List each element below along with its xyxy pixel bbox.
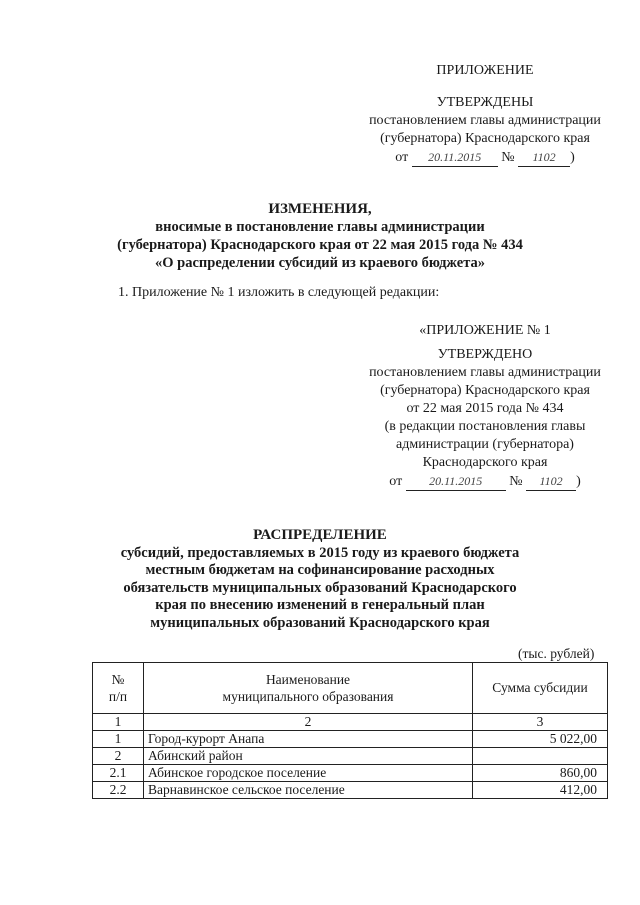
row-name: Абинский район (144, 748, 473, 765)
approval2-line-2: (губернатора) Краснодарского края (380, 383, 590, 398)
column-number: 2 (144, 714, 473, 731)
row-name: Город-курорт Анапа (144, 731, 473, 748)
distribution-line-1: субсидий, предоставляемых в 2015 году из краевого бюджета (120, 544, 520, 561)
approval2-line-3: от 22 мая 2015 года № 434 (406, 401, 564, 416)
handwritten-date-2: 20.11.2015 (406, 472, 506, 491)
changes-line-1: вносимые в постановление главы администрации (155, 219, 485, 235)
table-row (93, 765, 608, 782)
approval-line-2: (губернатора) Краснодарского края (380, 131, 590, 146)
appendix-label: ПРИЛОЖЕНИЕ (436, 63, 534, 78)
changes-line-2: (губернатора) Краснодарского края от 22 мая 2015 года № 434 (117, 237, 523, 253)
row-num: 2.1 (93, 765, 144, 782)
handwritten-date: 20.11.2015 (412, 148, 498, 167)
distribution-line-2: местным бюджетам на софинансирование расходных (145, 562, 495, 578)
row-amount: 860,00 (473, 765, 608, 782)
handwritten-number-2: 1102 (526, 472, 576, 491)
subsidy-table (92, 662, 608, 799)
approval-line-1: постановлением главы администрации (369, 113, 601, 128)
handwritten-number: 1102 (518, 148, 570, 167)
from-label-2: от (389, 474, 403, 489)
item-1-text: 1. Приложение № 1 изложить в следующей редакции: (118, 285, 440, 300)
table-row (93, 782, 608, 799)
column-number: 3 (473, 714, 608, 731)
unit-label: (тыс. рублей) (518, 646, 595, 661)
approval-block-2 (350, 322, 620, 491)
number-label-2: № (509, 474, 523, 489)
from-label: от (395, 150, 409, 165)
approved-label-2: УТВЕРЖДЕНО (437, 347, 533, 362)
approval2-date-line: от 20.11.2015 № 1102 ) (389, 474, 581, 489)
table-header-row (93, 663, 608, 714)
distribution-heading (90, 527, 550, 632)
approval2-line-4: (в редакции постановления главы (384, 419, 586, 434)
distribution-line-5: муниципальных образований Краснодарского края (150, 614, 490, 631)
changes-title: ИЗМЕНЕНИЯ, (268, 201, 372, 217)
header-num: № п/п (93, 663, 144, 714)
header-amount: Сумма субсидии (473, 663, 608, 714)
row-amount: 412,00 (473, 782, 608, 799)
approval2-line-1: постановлением главы администрации (369, 365, 601, 380)
header-name: Наименование муниципального образования (144, 663, 473, 714)
appendix-label-2: «ПРИЛОЖЕНИЕ № 1 (419, 323, 551, 338)
table-row (93, 748, 608, 765)
number-label: № (501, 150, 515, 165)
row-name: Абинское городское поселение (144, 765, 473, 782)
approval2-line-5: администрации (губернатора) (396, 437, 574, 452)
distribution-line-4: края по внесению изменений в генеральный план (155, 597, 485, 613)
approval-block (355, 62, 615, 167)
column-number-row (93, 714, 608, 731)
row-amount: 5 022,00 (473, 731, 608, 748)
distribution-line-3: обязательств муниципальных образований Краснодарского (123, 579, 517, 596)
approval-date-line: от 20.11.2015 № 1102 ) (395, 150, 575, 165)
row-num: 2.2 (93, 782, 144, 799)
approval2-line-6: Краснодарского края (422, 455, 548, 470)
changes-line-3: «О распределении субсидий из краевого бюджета» (155, 255, 485, 271)
row-num: 1 (93, 731, 144, 748)
column-number: 1 (93, 714, 144, 731)
changes-heading (90, 200, 550, 272)
row-amount (473, 748, 608, 765)
approved-label: УТВЕРЖДЕНЫ (436, 95, 534, 110)
row-name: Варнавинское сельское поселение (144, 782, 473, 799)
table-row (93, 731, 608, 748)
row-num: 2 (93, 748, 144, 765)
distribution-title: РАСПРЕДЕЛЕНИЕ (253, 527, 387, 543)
